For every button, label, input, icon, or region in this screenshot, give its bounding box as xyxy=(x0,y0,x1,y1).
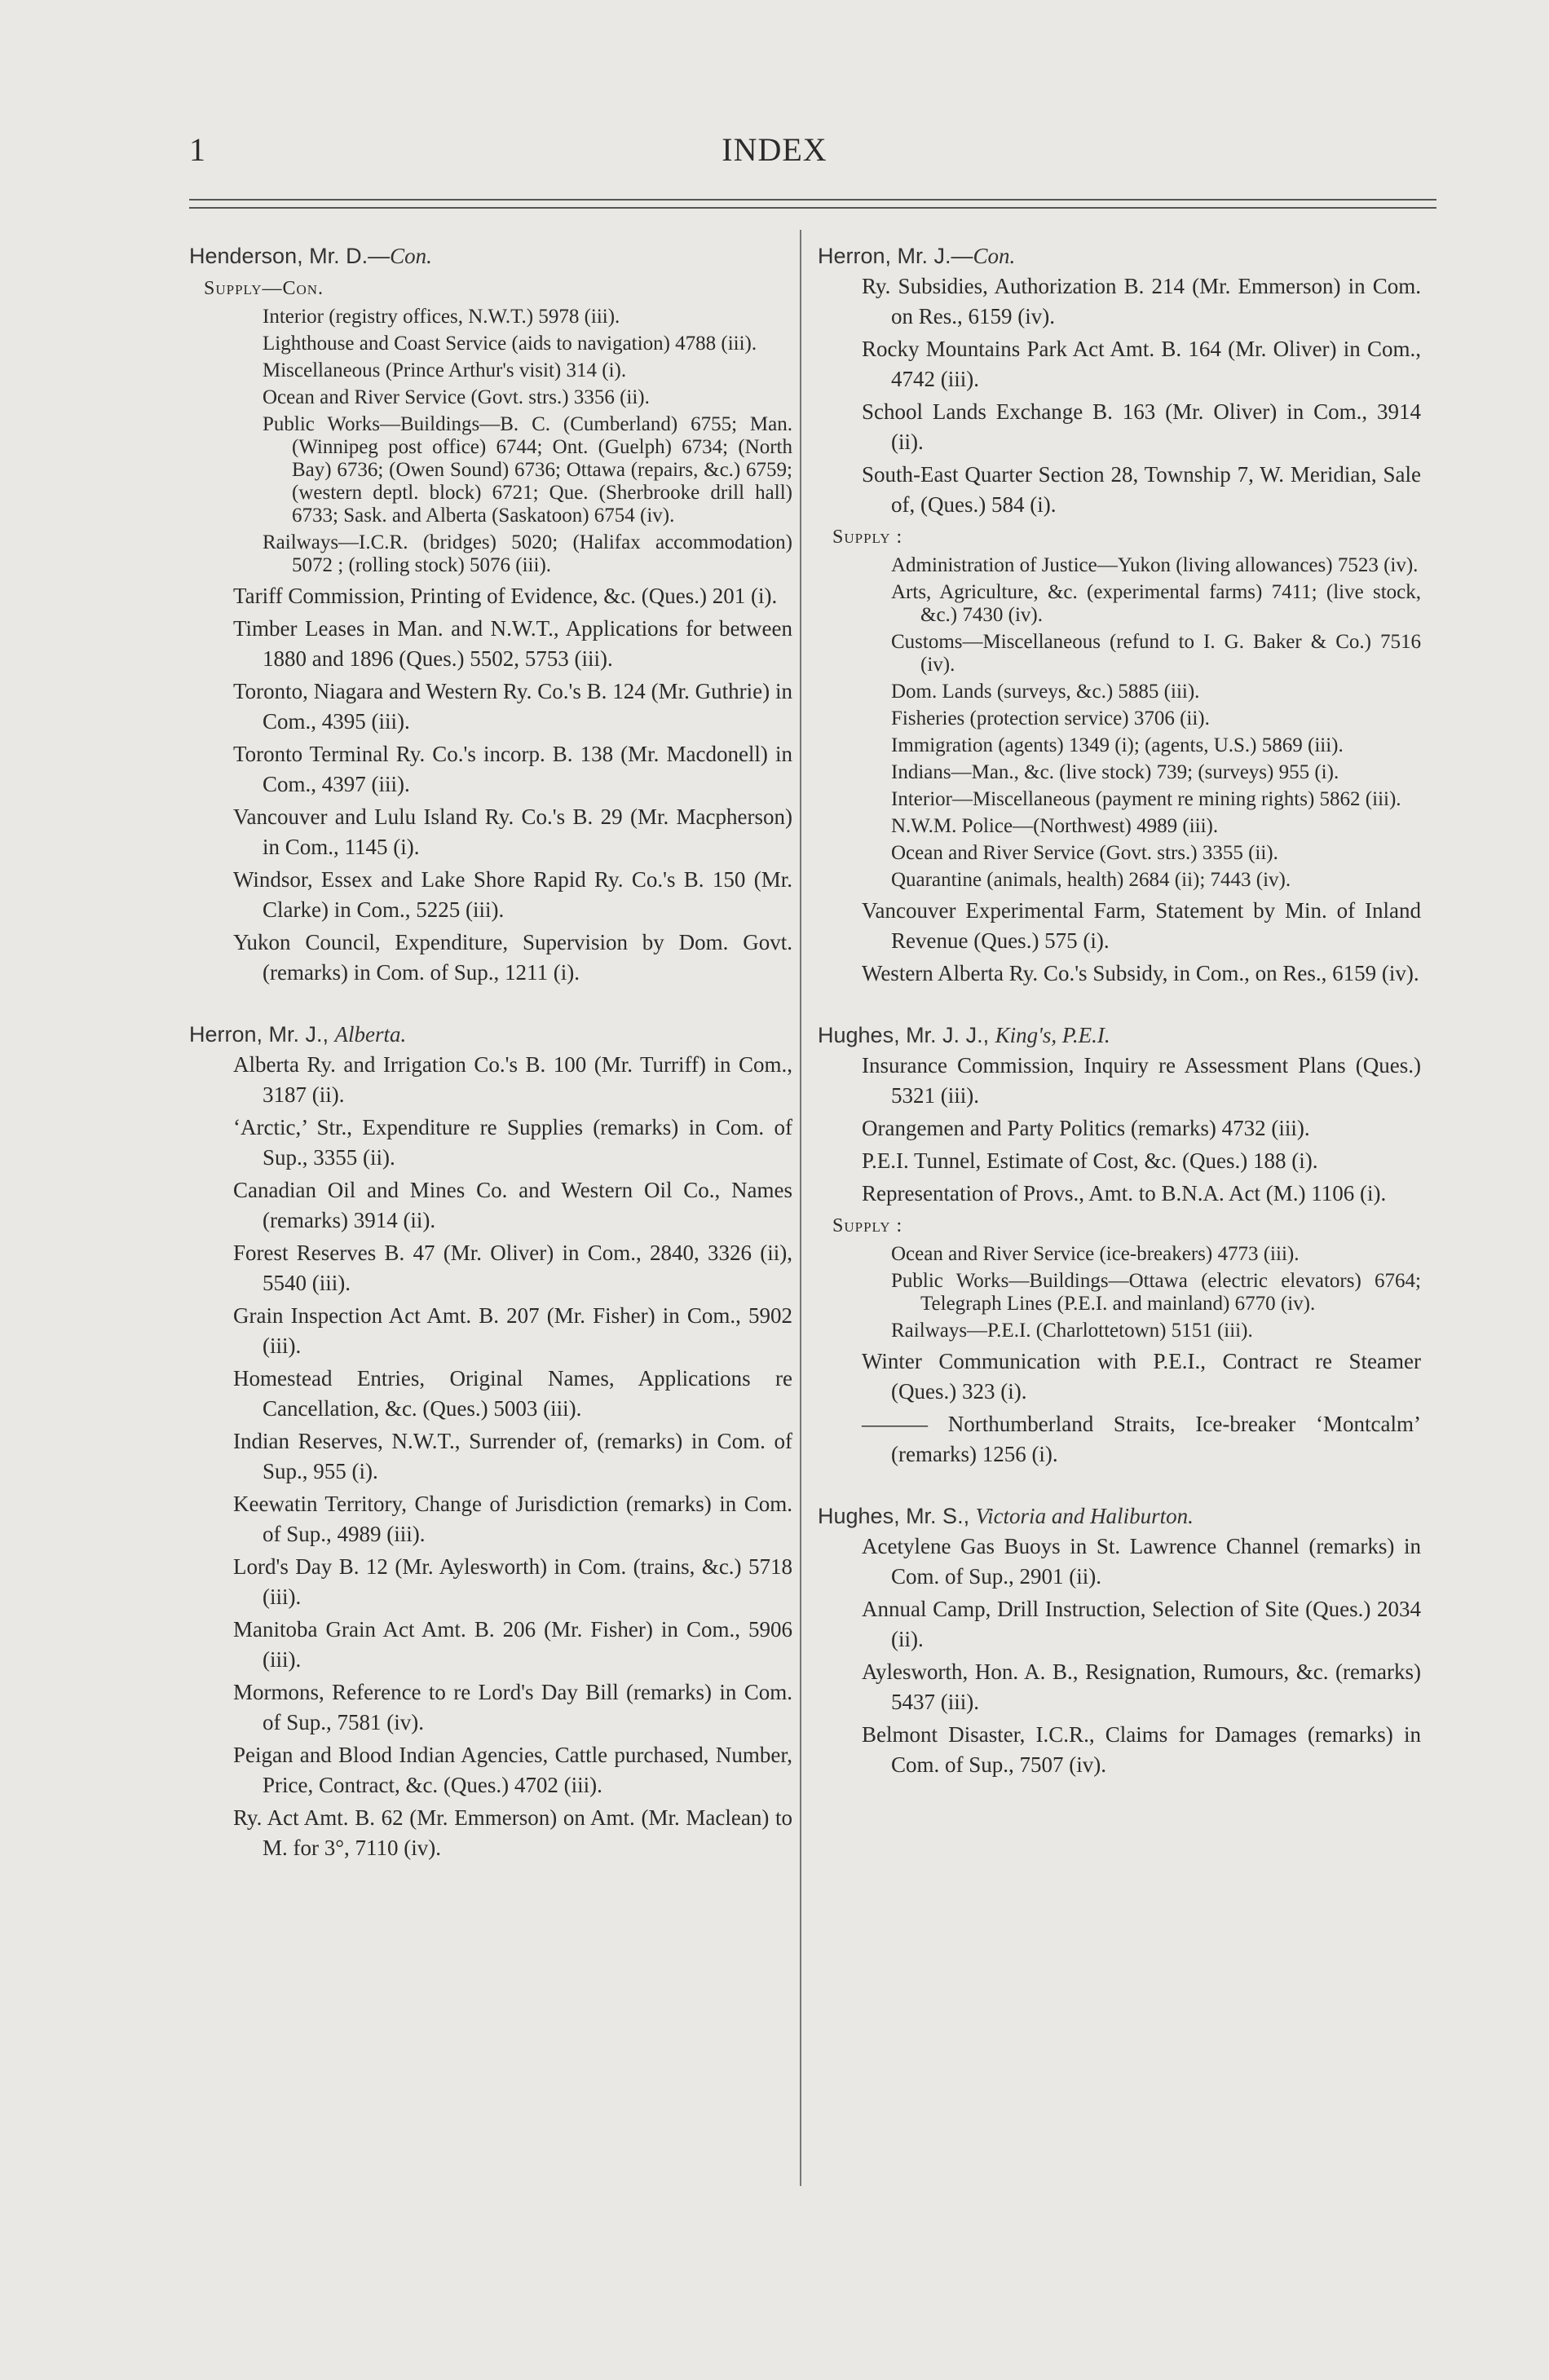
member-heading xyxy=(189,241,792,271)
index-entry: South-East Quarter Section 28, Township 7, W. Meridian, Sale of, (Ques.) 584 (i). xyxy=(862,462,1421,517)
index-entry: Winter Communication with P.E.I., Contract re Steamer (Ques.) 323 (i). xyxy=(862,1349,1421,1404)
index-entry: Indian Reserves, N.W.T., Surrender of, (remarks) in Com. of Sup., 955 (i). xyxy=(233,1429,792,1483)
index-entry: Western Alberta Ry. Co.'s Subsidy, in Com., on Res., 6159 (iv). xyxy=(862,961,1419,985)
supply-entry: Dom. Lands (surveys, &c.) 5885 (iii). xyxy=(891,681,1200,703)
index-entry: Annual Camp, Drill Instruction, Selection of Site (Ques.) 2034 (ii). xyxy=(862,1597,1421,1651)
running-head xyxy=(0,130,1549,179)
member-constituency: Alberta. xyxy=(334,1022,407,1047)
page-number: 1 xyxy=(189,131,205,168)
index-entry: Keewatin Territory, Change of Jurisdiction (remarks) in Com. of Sup., 4989 (iii). xyxy=(233,1492,792,1546)
member-name: Herron, Mr. J., xyxy=(189,1022,335,1047)
supply-entry: Quarantine (animals, health) 2684 (ii); 7443 (iv). xyxy=(891,869,1291,891)
index-entry: Toronto, Niagara and Western Ry. Co.'s B. 124 (Mr. Guthrie) in Com., 4395 (iii). xyxy=(233,679,792,734)
header-rule xyxy=(189,207,1436,209)
index-entry: Alberta Ry. and Irrigation Co.'s B. 100 (Mr. Turriff) in Com., 3187 (ii). xyxy=(233,1052,792,1107)
supply-entry: Public Works—Buildings—Ottawa (electric elevators) 6764; Telegraph Lines (P.E.I. and mainland) 6770 (iv). xyxy=(891,1270,1421,1315)
index-entry: Forest Reserves B. 47 (Mr. Oliver) in Com., 2840, 3326 (ii), 5540 (iii). xyxy=(233,1241,792,1295)
column-separator xyxy=(800,230,801,2186)
index-entry: Yukon Council, Expenditure, Supervision by Dom. Govt. (remarks) in Com. of Sup., 1211 (i). xyxy=(233,930,792,985)
member-heading xyxy=(818,1501,1421,1532)
supply-entry: Ocean and River Service (Govt. strs.) 3355 (ii). xyxy=(891,842,1278,864)
index-entry: Belmont Disaster, I.C.R., Claims for Damages (remarks) in Com. of Sup., 7507 (iv). xyxy=(862,1722,1421,1777)
supply-entry: Customs—Miscellaneous (refund to I. G. Baker & Co.) 7516 (iv). xyxy=(891,631,1421,676)
member-heading xyxy=(818,1020,1421,1051)
index-entry: Insurance Commission, Inquiry re Assessment Plans (Ques.) 5321 (iii). xyxy=(862,1053,1421,1108)
supply-entry: Railways—P.E.I. (Charlottetown) 5151 (iii). xyxy=(891,1320,1253,1342)
index-entry: Windsor, Essex and Lake Shore Rapid Ry. Co.'s B. 150 (Mr. Clarke) in Com., 5225 (iii). xyxy=(233,867,792,922)
supply-entry: Ocean and River Service (Govt. strs.) 3356 (ii). xyxy=(263,386,650,408)
subheading: Supply : xyxy=(832,1215,903,1236)
index-entry: Toronto Terminal Ry. Co.'s incorp. B. 138 (Mr. Macdonell) in Com., 4397 (iii). xyxy=(233,742,792,796)
index-entry: Aylesworth, Hon. A. B., Resignation, Rumours, &c. (remarks) 5437 (iii). xyxy=(862,1659,1421,1714)
index-entry: Acetylene Gas Buoys in St. Lawrence Channel (remarks) in Com. of Sup., 2901 (ii). xyxy=(862,1534,1421,1589)
member-heading xyxy=(189,1020,792,1050)
supply-entry: Miscellaneous (Prince Arthur's visit) 314 (i). xyxy=(263,359,627,381)
index-entry: Mormons, Reference to re Lord's Day Bill (remarks) in Com. of Sup., 7581 (iv). xyxy=(233,1680,792,1734)
member-constituency: Con. xyxy=(973,244,1016,268)
supply-entry: Ocean and River Service (ice-breakers) 4773 (iii). xyxy=(891,1243,1300,1265)
section-gap xyxy=(818,1472,1421,1501)
index-entry: Grain Inspection Act Amt. B. 207 (Mr. Fisher) in Com., 5902 (iii). xyxy=(233,1303,792,1358)
index-entry: Vancouver and Lulu Island Ry. Co.'s B. 29 (Mr. Macpherson) in Com., 1145 (i). xyxy=(233,804,792,859)
index-entry: Manitoba Grain Act Amt. B. 206 (Mr. Fisher) in Com., 5906 (iii). xyxy=(233,1617,792,1672)
member-name: Hughes, Mr. J. J., xyxy=(818,1023,995,1047)
index-entry: Rocky Mountains Park Act Amt. B. 164 (Mr. Oliver) in Com., 4742 (iii). xyxy=(862,337,1421,391)
supply-entry: Administration of Justice—Yukon (living allowances) 7523 (iv). xyxy=(891,554,1419,576)
supply-entry: Arts, Agriculture, &c. (experimental farms) 7411; (live stock, &c.) 7430 (iv). xyxy=(891,581,1421,626)
member-constituency: Con. xyxy=(390,244,432,268)
right-column xyxy=(818,241,1421,1783)
index-entry: Vancouver Experimental Farm, Statement by Min. of Inland Revenue (Ques.) 575 (i). xyxy=(862,898,1421,953)
page-title: INDEX xyxy=(722,131,827,168)
left-column xyxy=(189,241,792,1866)
member-constituency: Victoria and Haliburton. xyxy=(975,1504,1194,1528)
supply-entry: Fisheries (protection service) 3706 (ii). xyxy=(891,707,1210,729)
index-entry: Orangemen and Party Politics (remarks) 4732 (iii). xyxy=(862,1116,1310,1140)
member-heading xyxy=(818,241,1421,271)
index-entry: ——— Northumberland Straits, Ice-breaker ‘Montcalm’ (remarks) 1256 (i). xyxy=(862,1412,1421,1466)
supply-entry: Interior—Miscellaneous (payment re mining rights) 5862 (iii). xyxy=(891,788,1401,810)
index-entry: Peigan and Blood Indian Agencies, Cattle purchased, Number, Price, Contract, &c. (Ques.) 4702 (iii). xyxy=(233,1743,792,1797)
supply-entry: Immigration (agents) 1349 (i); (agents, U.S.) 5869 (iii). xyxy=(891,734,1344,756)
supply-entry: Railways—I.C.R. (bridges) 5020; (Halifax accommodation) 5072 ; (rolling stock) 5076 (iii). xyxy=(263,531,792,576)
supply-entry: Public Works—Buildings—B. C. (Cumberland) 6755; Man. (Winnipeg post office) 6744; Ont. (Guelph) 6734; (North Bay) 6736; (Owen Sound) 6736; Ottawa (repairs, &c.) 6759; (western deptl. block) 6721; Que. (Sherbrooke drill hall) 6733; Sask. and Alberta (Saskatoon) 6754 (iv). xyxy=(263,413,792,527)
index-entry: School Lands Exchange B. 163 (Mr. Oliver) in Com., 3914 (ii). xyxy=(862,399,1421,454)
section-gap xyxy=(818,991,1421,1020)
index-entry: Ry. Subsidies, Authorization B. 214 (Mr. Emmerson) in Com. on Res., 6159 (iv). xyxy=(862,274,1421,328)
index-entry: Tariff Commission, Printing of Evidence, &c. (Ques.) 201 (i). xyxy=(233,584,778,608)
section-gap xyxy=(189,990,792,1020)
index-entry: Lord's Day B. 12 (Mr. Aylesworth) in Com. (trains, &c.) 5718 (iii). xyxy=(233,1554,792,1609)
subheading: Supply—Con. xyxy=(204,278,324,299)
supply-entry: Indians—Man., &c. (live stock) 739; (surveys) 955 (i). xyxy=(891,761,1339,783)
member-constituency: King's, P.E.I. xyxy=(995,1023,1110,1047)
index-entry: Homestead Entries, Original Names, Applications re Cancellation, &c. (Ques.) 5003 (iii). xyxy=(233,1366,792,1421)
index-entry: P.E.I. Tunnel, Estimate of Cost, &c. (Ques.) 188 (i). xyxy=(862,1148,1318,1173)
index-entry: Canadian Oil and Mines Co. and Western Oil Co., Names (remarks) 3914 (ii). xyxy=(233,1178,792,1232)
member-name: Henderson, Mr. D.— xyxy=(189,244,391,268)
index-entry: Ry. Act Amt. B. 62 (Mr. Emmerson) on Amt. (Mr. Maclean) to M. for 3°, 7110 (iv). xyxy=(233,1805,792,1860)
supply-entry: N.W.M. Police—(Northwest) 4989 (iii). xyxy=(891,815,1219,837)
supply-entry: Interior (registry offices, N.W.T.) 5978 (iii). xyxy=(263,306,620,328)
index-entry: ‘Arctic,’ Str., Expenditure re Supplies (remarks) in Com. of Sup., 3355 (ii). xyxy=(233,1115,792,1170)
member-name: Herron, Mr. J.— xyxy=(818,244,973,268)
header-rule xyxy=(189,199,1436,201)
subheading: Supply : xyxy=(832,527,903,548)
index-entry: Representation of Provs., Amt. to B.N.A. Act (M.) 1106 (i). xyxy=(862,1181,1387,1205)
supply-entry: Lighthouse and Coast Service (aids to navigation) 4788 (iii). xyxy=(263,333,757,355)
member-name: Hughes, Mr. S., xyxy=(818,1504,976,1528)
index-entry: Timber Leases in Man. and N.W.T., Applications for between 1880 and 1896 (Ques.) 5502, 5753 (iii). xyxy=(233,616,792,671)
